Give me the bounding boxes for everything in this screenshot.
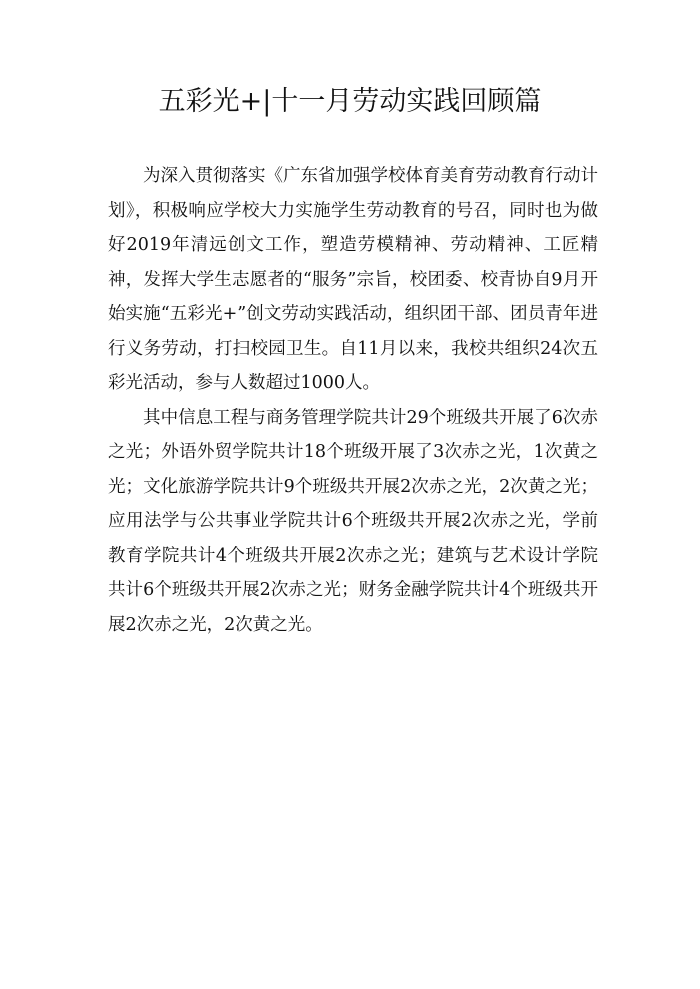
paragraph-intro: 为深入贯彻落实《广东省加强学校体育美育劳动教育行动计划》，积极响应学校大力实施学生劳动教育的号召，同时也为做好2019年清远创文工作，塑造劳模精神、劳动精神、工匠精神，发挥大学生志愿者的“服务”宗旨，校团委、校青协自9月开始实施“五彩光+”创文劳动实践活动，组织团干部、团员青年进行义务劳动，打扫校园卫生。自11月以来，我校共组织24次五彩光活动，参与人数超过1000人。 — [108, 166, 598, 393]
paragraph-statistics: 其中信息工程与商务管理学院共计29个班级共开展了6次赤之光；外语外贸学院共计18个班级开展了3次赤之光，1次黄之光；文化旅游学院共计9个班级共开展2次赤之光，2次黄之光；应用法学与公共事业学院共计6个班级共开展2次赤之光，学前教育学院共计4个班级共开展2次赤之光；建筑与艺术设计学院共计6个班级共开展2次赤之光；财务金融学院共计4个班级共开展2次赤之光，2次黄之光。 — [108, 407, 598, 635]
document-body — [108, 159, 598, 642]
document-title: 五彩光+|十一月劳动实践回顾篇 — [158, 86, 542, 117]
